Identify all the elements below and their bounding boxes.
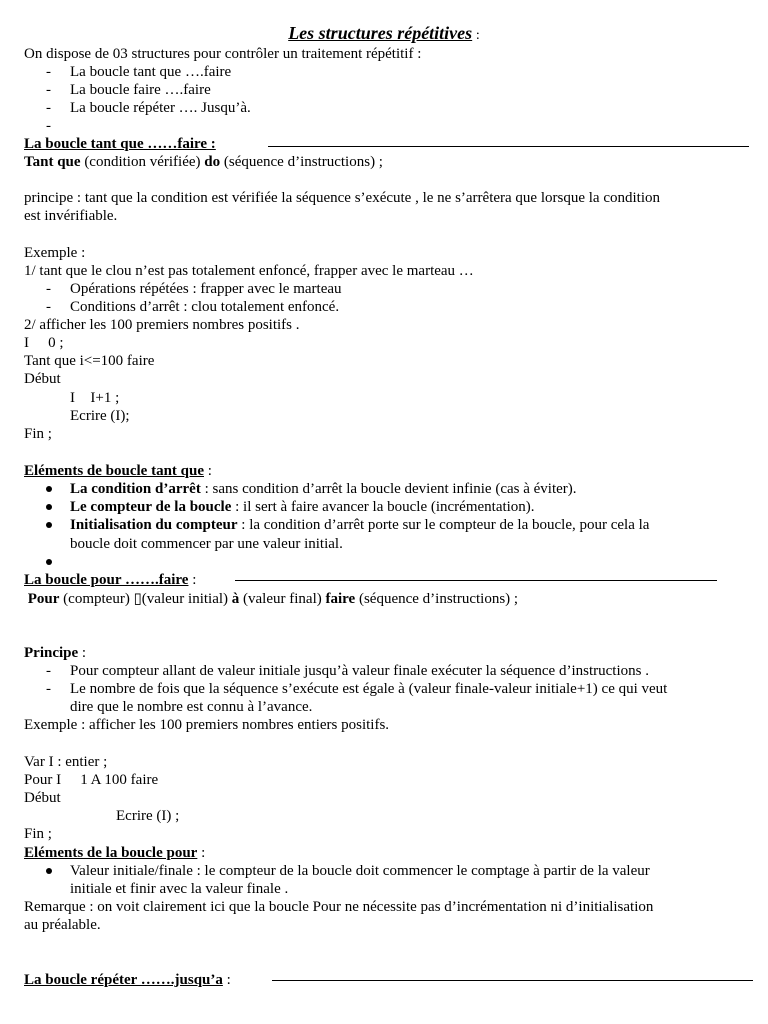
heading-colon: : <box>204 463 212 479</box>
element-item-cont: initiale et finir avec la valeur finale . <box>70 881 289 897</box>
section-heading-pour <box>24 571 196 589</box>
dash-marker: - <box>46 681 51 697</box>
syntax-part: (valeur final) <box>239 591 326 607</box>
keyword-pour: Pour <box>27 591 60 607</box>
code-line: Pour I   1 A 100 faire <box>24 772 159 788</box>
heading-colon: : <box>197 845 206 861</box>
remarque-line: au préalable. <box>24 917 101 933</box>
code-line: I  I+1 ; <box>70 390 120 406</box>
heading-text: Eléments de la boucle pour <box>24 845 198 861</box>
syntax-part: (séquence d’instructions) ; <box>355 591 519 607</box>
exemple-label: Exemple : <box>24 245 86 261</box>
dash-marker: - <box>46 663 51 679</box>
principe-item: Pour compteur allant de valeur initiale jusqu’à valeur finale exécuter la séquence d’instructions . <box>70 663 649 679</box>
remarque-line: Remarque : on voit clairement ici que la boucle Pour ne nécessite pas d’incrémentation ni d’initialisation <box>24 899 654 915</box>
example-1-item: Conditions d’arrêt : clou totalement enfoncé. <box>70 299 340 315</box>
keyword-faire: faire <box>325 591 356 607</box>
code-line: Début <box>24 790 61 806</box>
title-text: Les structures répétitives <box>288 23 473 43</box>
code-line: I   0 ; <box>24 335 64 351</box>
element-item: Valeur initiale/finale : le compteur de la boucle doit commencer le comptage à partir de la valeur <box>70 863 650 879</box>
heading-text: La boucle pour …….faire <box>24 572 189 588</box>
dash-marker: - <box>46 281 51 297</box>
intro-item: La boucle faire ….faire <box>70 82 211 98</box>
element-item <box>70 498 535 516</box>
element-term: La condition d’arrêt <box>70 481 201 497</box>
dash-marker: - <box>46 118 51 134</box>
element-term: Initialisation du compteur <box>70 517 238 533</box>
syntax-tant-que <box>24 153 383 171</box>
element-desc: : il sert à faire avancer la boucle (incrémentation). <box>231 499 535 515</box>
element-desc: : sans condition d’arrêt la boucle devient infinie (cas à éviter). <box>200 481 577 497</box>
elements-heading-pour <box>24 844 205 862</box>
intro-item: La boucle répéter …. Jusqu’à. <box>70 100 251 116</box>
code-line: Début <box>24 371 61 387</box>
dash-marker: - <box>46 100 51 116</box>
intro-text: On dispose de 03 structures pour contrôler un traitement répétitif : <box>24 46 422 62</box>
syntax-part: (séquence d’instructions) ; <box>220 154 383 170</box>
section-heading-repeter <box>24 971 231 989</box>
code-line: Fin ; <box>24 426 52 442</box>
element-item-cont: boucle doit commencer par une valeur initial. <box>70 536 343 552</box>
syntax-part: (condition vérifiée) <box>80 154 205 170</box>
code-line: Ecrire (I) ; <box>116 808 180 824</box>
principe-label: Principe <box>24 645 79 661</box>
element-term: Le compteur de la boucle <box>70 499 232 515</box>
principe-item: Le nombre de fois que la séquence s’exécute est égale à (valeur finale-valeur initiale+1) ce qui veut <box>70 681 668 697</box>
keyword-a: à <box>231 591 240 607</box>
code-line: Fin ; <box>24 826 52 842</box>
heading-colon: : <box>188 572 197 588</box>
principe-line: principe : tant que la condition est vérifiée la séquence s’exécute , le ne s’arrêtera que lorsque la condition <box>24 190 660 206</box>
example-1: 1/ tant que le clou n’est pas totalement enfoncé, frapper avec le marteau … <box>24 263 474 279</box>
code-line: Tant que i<=100 faire <box>24 353 155 369</box>
heading-rule <box>272 980 753 981</box>
heading-text: La boucle tant que ……faire : <box>24 136 216 152</box>
elements-heading-tant-que <box>24 462 212 480</box>
heading-text: Eléments de boucle tant que <box>24 463 204 479</box>
example-2: 2/ afficher les 100 premiers nombres positifs . <box>24 317 300 333</box>
document-title <box>0 22 768 47</box>
dash-marker: - <box>46 64 51 80</box>
principe-colon: : <box>78 645 87 661</box>
principe-heading <box>24 644 86 662</box>
exemple-pour: Exemple : afficher les 100 premiers nombres entiers positifs. <box>24 717 390 733</box>
intro-item: La boucle tant que ….faire <box>70 64 232 80</box>
element-item <box>70 516 649 534</box>
element-item <box>70 480 577 498</box>
keyword-tant-que: Tant que <box>24 154 81 170</box>
title-suffix: : <box>475 28 480 43</box>
principe-item-cont: dire que le nombre est connu à l’avance. <box>70 699 313 715</box>
section-heading-tant-que <box>24 135 216 153</box>
syntax-part: (compteur) ▯(valeur initial) <box>59 591 232 607</box>
heading-rule <box>235 580 717 581</box>
heading-text: La boucle répéter …….jusqu’a <box>24 972 223 988</box>
principe-line: est invérifiable. <box>24 208 118 224</box>
element-desc: : la condition d’arrêt porte sur le compteur de la boucle, pour cela la <box>237 517 650 533</box>
code-line: Ecrire (I); <box>70 408 130 424</box>
syntax-pour <box>24 590 518 608</box>
code-line: Var I : entier ; <box>24 754 108 770</box>
dash-marker: - <box>46 299 51 315</box>
keyword-do: do <box>204 154 221 170</box>
dash-marker: - <box>46 82 51 98</box>
example-1-item: Opérations répétées : frapper avec le marteau <box>70 281 342 297</box>
heading-colon: : <box>222 972 231 988</box>
heading-rule <box>268 146 749 147</box>
